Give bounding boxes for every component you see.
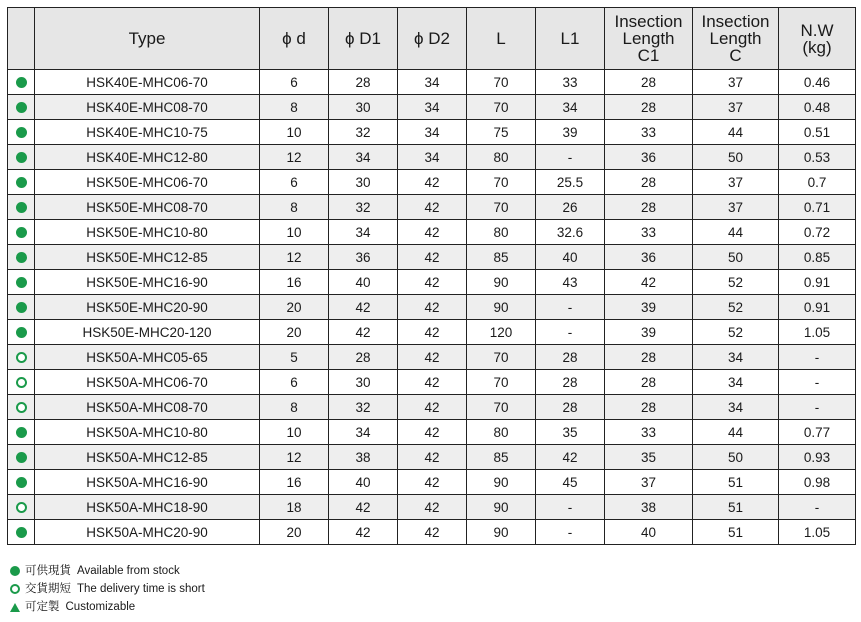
cell-c: 50 — [693, 145, 779, 170]
cell-l: 70 — [467, 195, 536, 220]
cell-l: 90 — [467, 470, 536, 495]
legend-item — [10, 580, 205, 598]
cell-d1: 40 — [329, 470, 398, 495]
cell-c1: 35 — [605, 445, 693, 470]
cell-c1: 38 — [605, 495, 693, 520]
cell-type: HSK40E-MHC12-80 — [35, 145, 260, 170]
cell-status — [8, 295, 35, 320]
cell-l1: 42 — [536, 445, 605, 470]
cell-d: 20 — [260, 320, 329, 345]
available-dot-icon — [16, 427, 27, 438]
legend-en: Available from stock — [77, 565, 180, 577]
cell-d2: 42 — [398, 520, 467, 545]
short-delivery-ring-icon — [16, 377, 27, 388]
cell-c1: 39 — [605, 320, 693, 345]
col-header-c1: Insection Length C1 — [605, 8, 693, 70]
available-dot-icon — [16, 527, 27, 538]
cell-c: 50 — [693, 445, 779, 470]
short-delivery-ring-icon — [16, 402, 27, 413]
cell-d: 10 — [260, 120, 329, 145]
cell-c: 34 — [693, 345, 779, 370]
cell-type: HSK50E-MHC12-85 — [35, 245, 260, 270]
cell-l: 90 — [467, 270, 536, 295]
cell-c: 37 — [693, 70, 779, 95]
cell-d: 20 — [260, 295, 329, 320]
cell-d: 12 — [260, 145, 329, 170]
cell-l1: 40 — [536, 245, 605, 270]
cell-c1: 33 — [605, 420, 693, 445]
cell-c: 37 — [693, 195, 779, 220]
cell-l1: - — [536, 145, 605, 170]
cell-d1: 32 — [329, 395, 398, 420]
cell-nw: 0.48 — [779, 95, 856, 120]
cell-type: HSK50A-MHC06-70 — [35, 370, 260, 395]
cell-l1: 28 — [536, 345, 605, 370]
cell-type: HSK50A-MHC20-90 — [35, 520, 260, 545]
available-dot-icon — [10, 566, 20, 576]
cell-c: 34 — [693, 370, 779, 395]
cell-status — [8, 420, 35, 445]
cell-l: 70 — [467, 70, 536, 95]
available-dot-icon — [16, 127, 27, 138]
available-dot-icon — [16, 177, 27, 188]
table-row — [8, 395, 856, 420]
cell-type: HSK50A-MHC16-90 — [35, 470, 260, 495]
cell-nw: 0.51 — [779, 120, 856, 145]
cell-d: 12 — [260, 245, 329, 270]
cell-d: 12 — [260, 445, 329, 470]
cell-d1: 42 — [329, 320, 398, 345]
cell-status — [8, 220, 35, 245]
cell-d2: 42 — [398, 170, 467, 195]
cell-l: 70 — [467, 170, 536, 195]
cell-nw: - — [779, 345, 856, 370]
cell-l: 85 — [467, 445, 536, 470]
table-row — [8, 245, 856, 270]
cell-c1: 40 — [605, 520, 693, 545]
cell-c1: 33 — [605, 220, 693, 245]
cell-status — [8, 345, 35, 370]
cell-l1: 28 — [536, 370, 605, 395]
cell-type: HSK40E-MHC06-70 — [35, 70, 260, 95]
cell-c1: 39 — [605, 295, 693, 320]
cell-status — [8, 145, 35, 170]
cell-nw: 0.77 — [779, 420, 856, 445]
cell-nw: 1.05 — [779, 320, 856, 345]
cell-c: 44 — [693, 420, 779, 445]
cell-c1: 28 — [605, 370, 693, 395]
table-row — [8, 320, 856, 345]
cell-c: 52 — [693, 270, 779, 295]
cell-type: HSK50A-MHC10-80 — [35, 420, 260, 445]
col-header-nw: N.W (kg) — [779, 8, 856, 70]
cell-d1: 40 — [329, 270, 398, 295]
col-header-l1: L1 — [536, 8, 605, 70]
cell-l1: 33 — [536, 70, 605, 95]
table-row — [8, 145, 856, 170]
cell-status — [8, 445, 35, 470]
cell-d1: 42 — [329, 295, 398, 320]
cell-type: HSK50E-MHC16-90 — [35, 270, 260, 295]
table-row — [8, 170, 856, 195]
cell-d: 20 — [260, 520, 329, 545]
cell-nw: 0.53 — [779, 145, 856, 170]
col-header-d2: ϕ D2 — [398, 8, 467, 70]
cell-c: 51 — [693, 495, 779, 520]
cell-d: 16 — [260, 270, 329, 295]
cell-status — [8, 320, 35, 345]
cell-type: HSK50A-MHC08-70 — [35, 395, 260, 420]
cell-type: HSK50E-MHC10-80 — [35, 220, 260, 245]
cell-d2: 42 — [398, 370, 467, 395]
cell-status — [8, 495, 35, 520]
cell-d1: 32 — [329, 195, 398, 220]
cell-d1: 42 — [329, 495, 398, 520]
cell-d1: 30 — [329, 170, 398, 195]
cell-l1: 45 — [536, 470, 605, 495]
cell-c: 34 — [693, 395, 779, 420]
cell-d2: 42 — [398, 345, 467, 370]
available-dot-icon — [16, 452, 27, 463]
cell-l: 85 — [467, 245, 536, 270]
cell-l: 75 — [467, 120, 536, 145]
cell-nw: 0.91 — [779, 270, 856, 295]
cell-l1: 34 — [536, 95, 605, 120]
cell-status — [8, 395, 35, 420]
cell-type: HSK40E-MHC10-75 — [35, 120, 260, 145]
cell-c1: 28 — [605, 395, 693, 420]
cell-d1: 34 — [329, 420, 398, 445]
cell-c: 44 — [693, 120, 779, 145]
cell-nw: 0.93 — [779, 445, 856, 470]
table-row — [8, 420, 856, 445]
cell-nw: 0.46 — [779, 70, 856, 95]
header-row — [8, 8, 856, 70]
cell-c1: 28 — [605, 345, 693, 370]
table-row — [8, 295, 856, 320]
customizable-triangle-icon — [10, 603, 20, 612]
cell-c1: 36 — [605, 145, 693, 170]
table-row — [8, 120, 856, 145]
table-row — [8, 520, 856, 545]
cell-c1: 33 — [605, 120, 693, 145]
cell-d2: 42 — [398, 270, 467, 295]
cell-d: 5 — [260, 345, 329, 370]
cell-d2: 42 — [398, 320, 467, 345]
cell-c1: 28 — [605, 195, 693, 220]
cell-c: 51 — [693, 470, 779, 495]
cell-d: 18 — [260, 495, 329, 520]
cell-d: 10 — [260, 220, 329, 245]
available-dot-icon — [16, 302, 27, 313]
cell-l: 70 — [467, 395, 536, 420]
cell-l1: 43 — [536, 270, 605, 295]
short-delivery-ring-icon — [16, 502, 27, 513]
cell-nw: 0.7 — [779, 170, 856, 195]
cell-c1: 42 — [605, 270, 693, 295]
cell-d2: 34 — [398, 120, 467, 145]
cell-c1: 36 — [605, 245, 693, 270]
cell-l: 70 — [467, 345, 536, 370]
cell-status — [8, 270, 35, 295]
legend-en: Customizable — [65, 601, 136, 613]
cell-d2: 34 — [398, 145, 467, 170]
cell-d: 6 — [260, 170, 329, 195]
cell-nw: - — [779, 370, 856, 395]
cell-l: 90 — [467, 495, 536, 520]
table-row — [8, 370, 856, 395]
cell-nw: - — [779, 395, 856, 420]
legend-zh: 可供現貨 — [25, 565, 71, 577]
cell-c: 44 — [693, 220, 779, 245]
cell-l1: 25.5 — [536, 170, 605, 195]
cell-nw: - — [779, 495, 856, 520]
available-dot-icon — [16, 327, 27, 338]
table-row — [8, 195, 856, 220]
table-row — [8, 445, 856, 470]
cell-type: HSK50A-MHC12-85 — [35, 445, 260, 470]
cell-status — [8, 95, 35, 120]
cell-l1: 32.6 — [536, 220, 605, 245]
cell-l1: 39 — [536, 120, 605, 145]
legend-item — [10, 598, 205, 616]
cell-d: 16 — [260, 470, 329, 495]
cell-c: 52 — [693, 295, 779, 320]
cell-status — [8, 195, 35, 220]
col-header-d: ϕ d — [260, 8, 329, 70]
cell-l1: - — [536, 320, 605, 345]
table-row — [8, 495, 856, 520]
cell-d1: 32 — [329, 120, 398, 145]
cell-d2: 42 — [398, 395, 467, 420]
cell-c1: 28 — [605, 70, 693, 95]
cell-d: 8 — [260, 195, 329, 220]
cell-c: 50 — [693, 245, 779, 270]
cell-d2: 42 — [398, 245, 467, 270]
cell-nw: 0.71 — [779, 195, 856, 220]
cell-l: 120 — [467, 320, 536, 345]
cell-l: 80 — [467, 420, 536, 445]
col-header-l: L — [467, 8, 536, 70]
short-delivery-ring-icon — [10, 584, 20, 594]
col-header-c: Insection Length C — [693, 8, 779, 70]
cell-l: 80 — [467, 220, 536, 245]
cell-d2: 42 — [398, 420, 467, 445]
cell-type: HSK50E-MHC06-70 — [35, 170, 260, 195]
available-dot-icon — [16, 227, 27, 238]
cell-status — [8, 70, 35, 95]
cell-d2: 42 — [398, 495, 467, 520]
cell-c: 51 — [693, 520, 779, 545]
legend-zh: 可定製 — [25, 601, 60, 613]
cell-type: HSK50A-MHC05-65 — [35, 345, 260, 370]
cell-d1: 30 — [329, 370, 398, 395]
cell-l: 90 — [467, 520, 536, 545]
cell-d2: 34 — [398, 70, 467, 95]
cell-d: 6 — [260, 370, 329, 395]
cell-d1: 28 — [329, 70, 398, 95]
cell-d1: 42 — [329, 520, 398, 545]
cell-l1: 26 — [536, 195, 605, 220]
table-row — [8, 345, 856, 370]
cell-d: 10 — [260, 420, 329, 445]
available-dot-icon — [16, 202, 27, 213]
cell-d1: 30 — [329, 95, 398, 120]
cell-status — [8, 470, 35, 495]
table-row — [8, 70, 856, 95]
cell-type: HSK50A-MHC18-90 — [35, 495, 260, 520]
legend-en: The delivery time is short — [77, 583, 205, 595]
cell-type: HSK50E-MHC20-120 — [35, 320, 260, 345]
cell-c1: 28 — [605, 170, 693, 195]
cell-d: 6 — [260, 70, 329, 95]
cell-status — [8, 245, 35, 270]
available-dot-icon — [16, 277, 27, 288]
cell-nw: 0.98 — [779, 470, 856, 495]
cell-status — [8, 520, 35, 545]
cell-d1: 38 — [329, 445, 398, 470]
table-row — [8, 470, 856, 495]
cell-l: 90 — [467, 295, 536, 320]
cell-d: 8 — [260, 95, 329, 120]
available-dot-icon — [16, 252, 27, 263]
table-row — [8, 220, 856, 245]
cell-nw: 0.85 — [779, 245, 856, 270]
cell-l1: - — [536, 295, 605, 320]
cell-status — [8, 370, 35, 395]
cell-nw: 0.72 — [779, 220, 856, 245]
cell-type: HSK40E-MHC08-70 — [35, 95, 260, 120]
cell-d2: 42 — [398, 470, 467, 495]
cell-d2: 42 — [398, 295, 467, 320]
table-row — [8, 270, 856, 295]
cell-d1: 34 — [329, 145, 398, 170]
available-dot-icon — [16, 152, 27, 163]
cell-l: 80 — [467, 145, 536, 170]
cell-status — [8, 170, 35, 195]
cell-d1: 28 — [329, 345, 398, 370]
cell-d2: 34 — [398, 95, 467, 120]
table-row — [8, 95, 856, 120]
cell-l: 70 — [467, 95, 536, 120]
cell-type: HSK50E-MHC08-70 — [35, 195, 260, 220]
legend-zh: 交貨期短 — [25, 583, 71, 595]
cell-nw: 0.91 — [779, 295, 856, 320]
cell-c1: 28 — [605, 95, 693, 120]
legend — [10, 562, 205, 616]
cell-l1: - — [536, 520, 605, 545]
cell-nw: 1.05 — [779, 520, 856, 545]
cell-type: HSK50E-MHC20-90 — [35, 295, 260, 320]
available-dot-icon — [16, 77, 27, 88]
cell-d2: 42 — [398, 445, 467, 470]
cell-l1: 28 — [536, 395, 605, 420]
legend-item — [10, 562, 205, 580]
cell-l1: - — [536, 495, 605, 520]
cell-c: 52 — [693, 320, 779, 345]
cell-d1: 34 — [329, 220, 398, 245]
cell-l1: 35 — [536, 420, 605, 445]
col-header-type: Type — [35, 8, 260, 70]
cell-status — [8, 120, 35, 145]
cell-d2: 42 — [398, 195, 467, 220]
cell-c: 37 — [693, 170, 779, 195]
spec-table — [7, 7, 856, 545]
available-dot-icon — [16, 102, 27, 113]
available-dot-icon — [16, 477, 27, 488]
cell-c: 37 — [693, 95, 779, 120]
cell-d1: 36 — [329, 245, 398, 270]
col-header-status — [8, 8, 35, 70]
cell-c1: 37 — [605, 470, 693, 495]
col-header-d1: ϕ D1 — [329, 8, 398, 70]
cell-d: 8 — [260, 395, 329, 420]
short-delivery-ring-icon — [16, 352, 27, 363]
cell-d2: 42 — [398, 220, 467, 245]
cell-l: 70 — [467, 370, 536, 395]
